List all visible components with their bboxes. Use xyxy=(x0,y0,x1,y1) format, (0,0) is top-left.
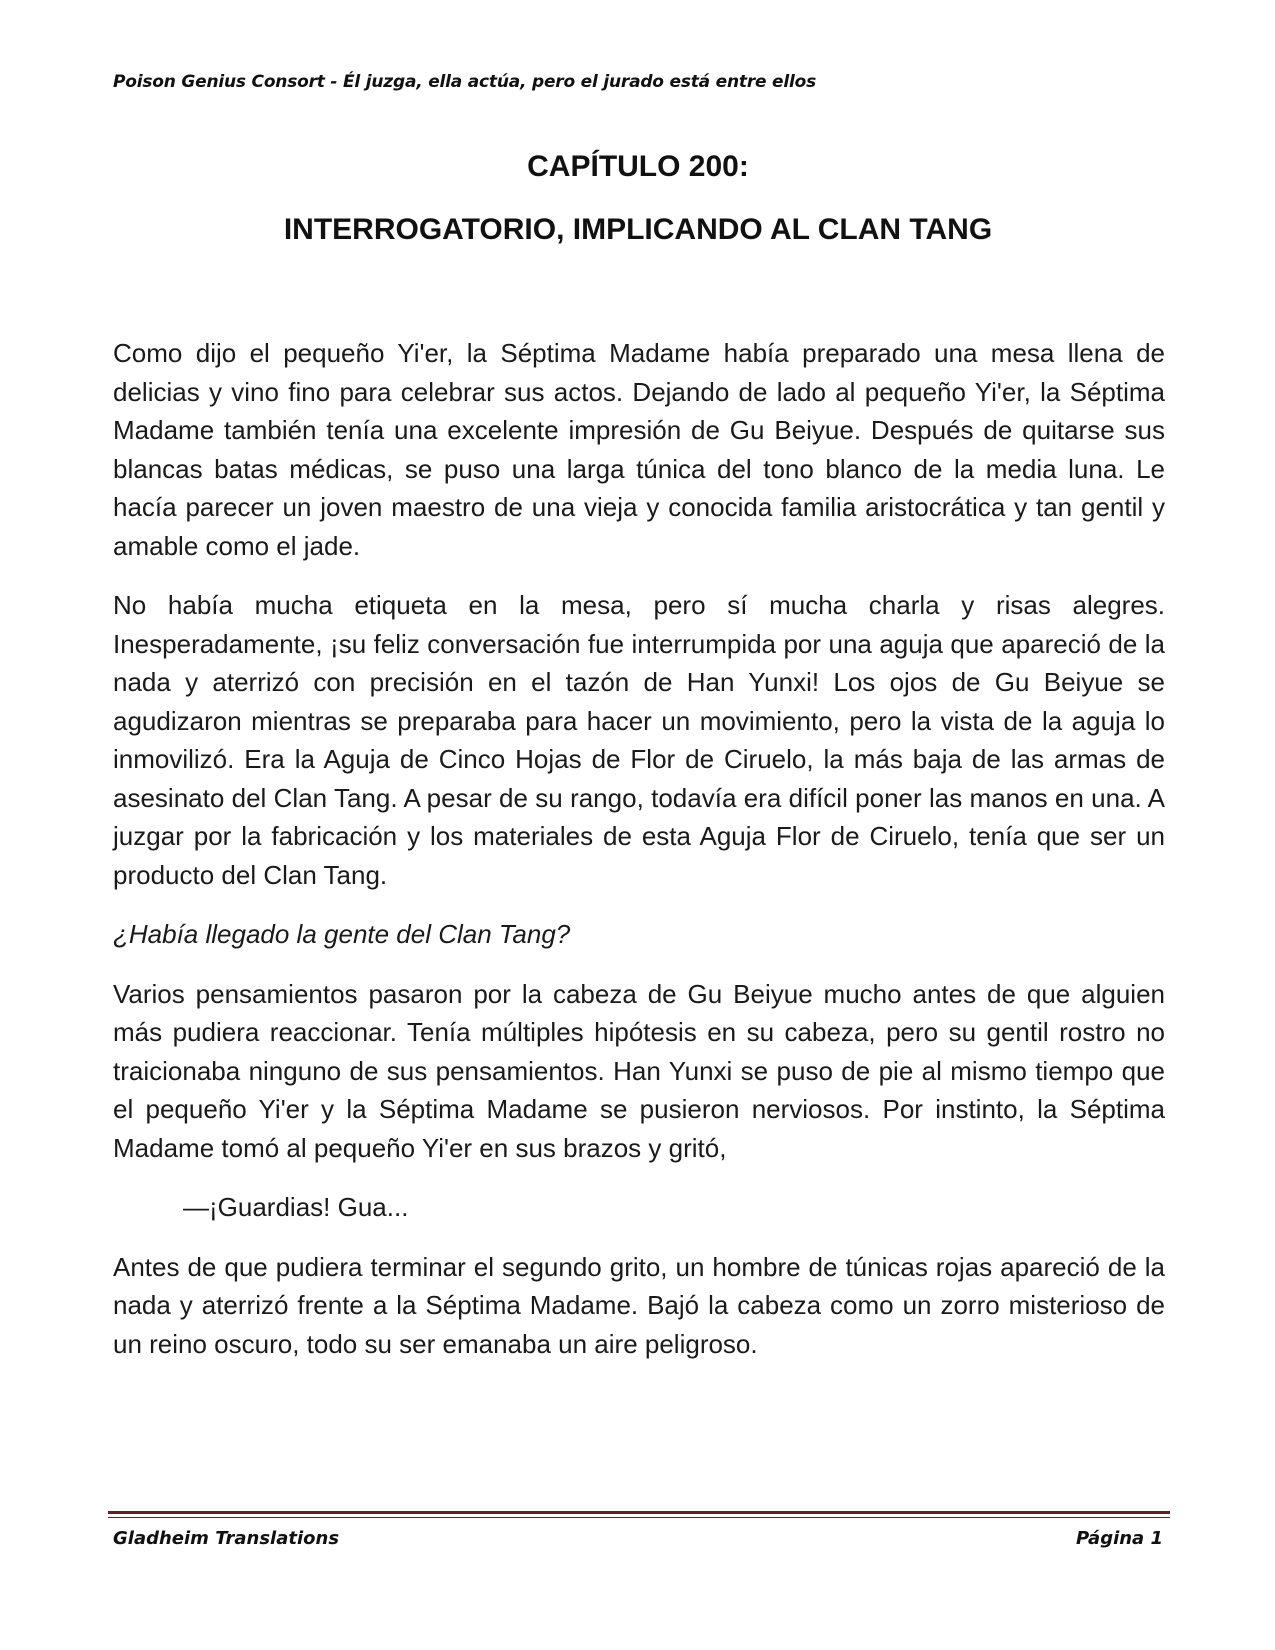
chapter-body xyxy=(113,334,1165,1384)
paragraph-3-thought: ¿Había llegado la gente del Clan Tang? xyxy=(113,919,571,949)
running-header: Poison Genius Consort - Él juzga, ella actúa, pero el jurado está entre ellos xyxy=(113,72,817,92)
footer-divider-thick xyxy=(108,1511,1170,1514)
footer-page-number: Página 1 xyxy=(1076,1528,1163,1549)
chapter-number: CAPÍTULO 200: xyxy=(527,150,749,183)
chapter-title: INTERROGATORIO, IMPLICANDO AL CLAN TANG xyxy=(283,213,993,246)
paragraph-2: No había mucha etiqueta en la mesa, pero sí mucha charla y risas alegres. Inesperadamente, ¡su feliz conversación fue interrumpida por una aguja que apareció de la nada y aterrizó con precisión en el tazón de Han Yunxi! Los ojos de Gu Beiyue se agudizaron mientras se preparaba para hacer un movimiento, pero la vista de la aguja lo inmovilizó. Era la Aguja de Cinco Hojas de Flor de Ciruelo, la más baja de las armas de asesinato del Clan Tang. A pesar de su rango, todavía era difícil poner las manos en una. A juzgar por la fabricación y los materiales de esta Aguja Flor de Ciruelo, tenía que ser un producto del Clan Tang. xyxy=(113,590,1165,890)
paragraph-4: Varios pensamientos pasaron por la cabeza de Gu Beiyue mucho antes de que alguien más pudiera reaccionar. Tenía múltiples hipótesis en su cabeza, pero su gentil rostro no traicionaba ninguno de sus pensamientos. Han Yunxi se puso de pie al mismo tiempo que el pequeño Yi'er y la Séptima Madame se pusieron nerviosos. Por instinto, la Séptima Madame tomó al pequeño Yi'er en sus brazos y gritó, xyxy=(113,978,1165,1163)
footer-publisher: Gladheim Translations xyxy=(113,1528,340,1549)
paragraph-5-dialogue: —¡Guardias! Gua... xyxy=(183,1192,409,1222)
footer-divider-thin xyxy=(108,1517,1170,1518)
paragraph-6: Antes de que pudiera terminar el segundo grito, un hombre de túnicas rojas apareció de la nada y aterrizó frente a la Séptima Madame. Bajó la cabeza como un zorro misterioso de un reino oscuro, todo su ser emanaba un aire peligroso. xyxy=(113,1251,1165,1359)
paragraph-1: Como dijo el pequeño Yi'er, la Séptima Madame había preparado una mesa llena de delicias y vino fino para celebrar sus actos. Dejando de lado al pequeño Yi'er, la Séptima Madame también tenía una excelente impresión de Gu Beiyue. Después de quitarse sus blancas batas médicas, se puso una larga túnica del tono blanco de la media luna. Le hacía parecer un joven maestro de una vieja y conocida familia aristocrática y tan gentil y amable como el jade. xyxy=(113,338,1165,561)
